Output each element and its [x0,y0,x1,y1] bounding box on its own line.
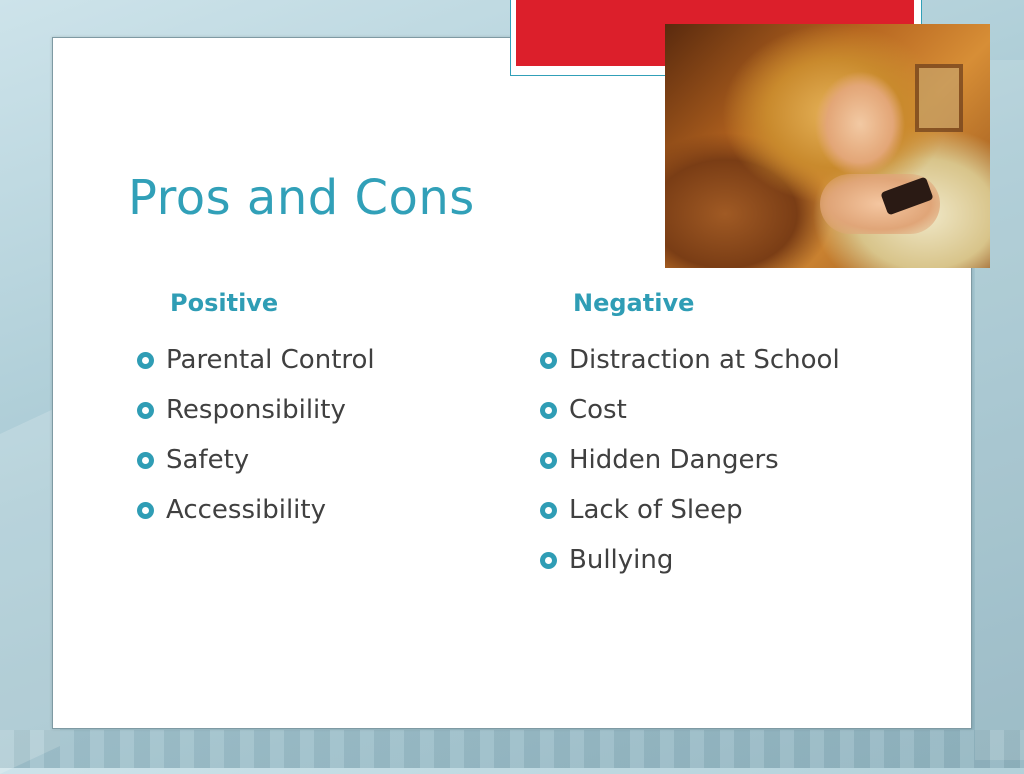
list-item-text: Distraction at School [569,345,840,375]
circle-bullet-icon [540,552,557,569]
negative-heading: Negative [573,289,695,317]
list-item-text: Hidden Dangers [569,445,779,475]
list-item-text: Bullying [569,545,674,575]
background-panel [0,406,60,774]
circle-bullet-icon [137,352,154,369]
list-item [538,540,858,581]
list-item [538,340,858,381]
circle-bullet-icon [137,402,154,419]
circle-bullet-icon [137,452,154,469]
girl-using-phone-photo [665,24,990,268]
list-item [538,490,858,531]
list-item [135,340,475,381]
circle-bullet-icon [540,452,557,469]
list-item [135,440,475,481]
positive-heading: Positive [170,289,279,317]
circle-bullet-icon [137,502,154,519]
list-item-text: Responsibility [166,395,346,425]
background-stripes [0,730,1024,768]
list-item-text: Parental Control [166,345,375,375]
list-item [135,390,475,431]
circle-bullet-icon [540,352,557,369]
list-item-text: Lack of Sleep [569,495,743,525]
list-item [135,490,475,531]
slide-title: Pros and Cons [128,170,475,226]
picture-frame-detail [915,64,963,132]
list-item [538,440,858,481]
list-item-text: Cost [569,395,627,425]
negative-list [538,340,858,590]
circle-bullet-icon [540,502,557,519]
list-item-text: Accessibility [166,495,326,525]
list-item [538,390,858,431]
positive-list [135,340,475,540]
list-item-text: Safety [166,445,250,475]
circle-bullet-icon [540,402,557,419]
